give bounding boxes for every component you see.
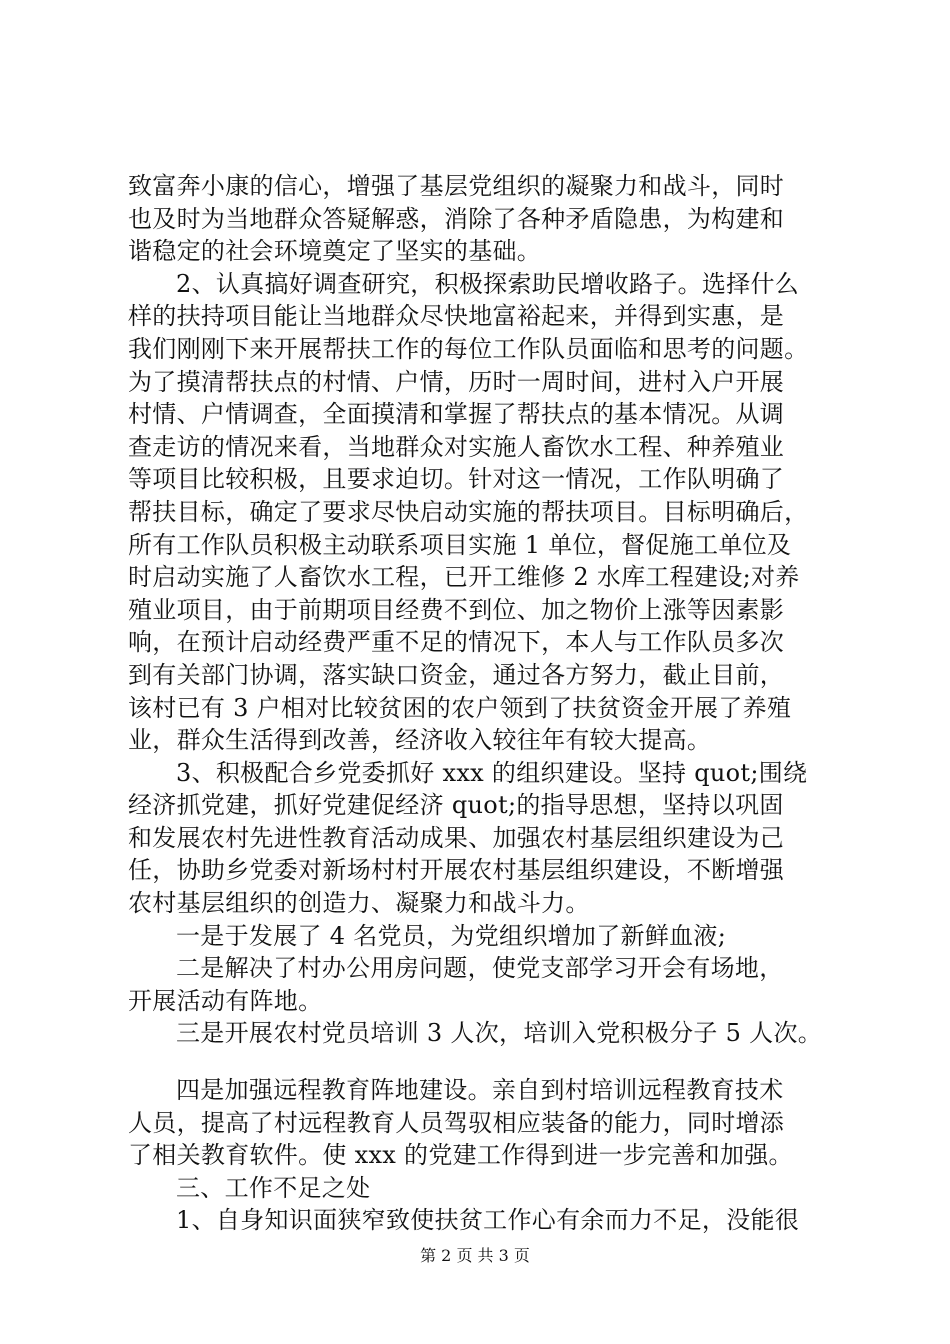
text-line: 也及时为当地群众答疑解惑，消除了各种矛盾隐患，为构建和	[128, 204, 785, 233]
text-line: 为了摸清帮扶点的村情、户情，历时一周时间，进村入户开展	[128, 367, 785, 396]
text-line: 样的扶持项目能让当地群众尽快地富裕起来，并得到实惠，是	[128, 302, 785, 331]
paragraph-start: 三是开展农村党员培训 3 人次，培训入党积极分子 5 人次。	[176, 1019, 823, 1048]
section-heading: 三、工作不足之处	[176, 1173, 371, 1202]
paragraph-gap	[128, 1050, 848, 1074]
paragraph-start: 二是解决了村办公用房问题，使党支部学习开会有场地，	[176, 954, 784, 983]
paragraph-start: 一是于发展了 4 名党员，为党组织增加了新鲜血液;	[176, 921, 727, 950]
text-line: 谐稳定的社会环境奠定了坚实的基础。	[128, 237, 542, 266]
text-line: 我们刚刚下来开展帮扶工作的每位工作队员面临和思考的问题。	[128, 334, 809, 363]
text-line: 该村已有 3 户相对比较贫困的农户领到了扶贫资金开展了养殖	[128, 693, 792, 722]
paragraph-start: 四是加强远程教育阵地建设。亲自到村培训远程教育技术	[176, 1076, 784, 1105]
text-line: 经济抓党建，抓好党建促经济 quot;的指导思想，坚持以巩固	[128, 791, 784, 820]
text-line: 致富奔小康的信心，增强了基层党组织的凝聚力和战斗，同时	[128, 172, 785, 200]
text-line: 响，在预计启动经费严重不足的情况下，本人与工作队员多次	[128, 628, 785, 657]
text-line: 和发展农村先进性教育活动成果、加强农村基层组织建设为己	[128, 823, 785, 852]
text-line: 帮扶目标，确定了要求尽快启动实施的帮扶项目。目标明确后，	[128, 497, 809, 526]
text-line: 等项目比较积极，且要求迫切。针对这一情况，工作队明确了	[128, 465, 785, 494]
text-line: 开展活动有阵地。	[128, 986, 323, 1015]
text-line: 人员，提高了村远程教育人员驾驭相应装备的能力，同时增添	[128, 1108, 785, 1137]
text-line: 殖业项目，由于前期项目经费不到位、加之物价上涨等因素影	[128, 595, 785, 624]
text-line: 到有关部门协调，落实缺口资金，通过各方努力，截止目前，	[128, 660, 785, 689]
text-line: 了相关教育软件。使 xxx 的党建工作得到进一步完善和加强。	[128, 1141, 793, 1170]
text-line: 所有工作队员积极主动联系项目实施 1 单位，督促施工单位及	[128, 530, 792, 559]
page-footer: 第 2 页 共 3 页	[420, 1246, 530, 1265]
text-line: 时启动实施了人畜饮水工程，已开工维修 2 水库工程建设;对养	[128, 563, 800, 592]
text-line: 任，协助乡党委对新场村村开展农村基层组织建设，不断增强	[128, 856, 785, 885]
text-line: 查走访的情况来看，当地群众对实施人畜饮水工程、种养殖业	[128, 432, 785, 461]
text-line: 农村基层组织的创造力、凝聚力和战斗力。	[128, 889, 590, 918]
text-line: 业，群众生活得到改善，经济收入较往年有较大提高。	[128, 726, 712, 755]
paragraph-start: 1、自身知识面狭窄致使扶贫工作心有余而力不足，没能很	[176, 1206, 800, 1235]
text-line: 村情、户情调查，全面摸清和掌握了帮扶点的基本情况。从调	[128, 400, 785, 429]
document-body	[128, 170, 848, 1237]
paragraph-start: 3、积极配合乡党委抓好 xxx 的组织建设。坚持 quot;围绕	[176, 758, 808, 787]
paragraph-start: 2、认真搞好调查研究，积极探索助民增收路子。选择什么	[176, 269, 800, 298]
